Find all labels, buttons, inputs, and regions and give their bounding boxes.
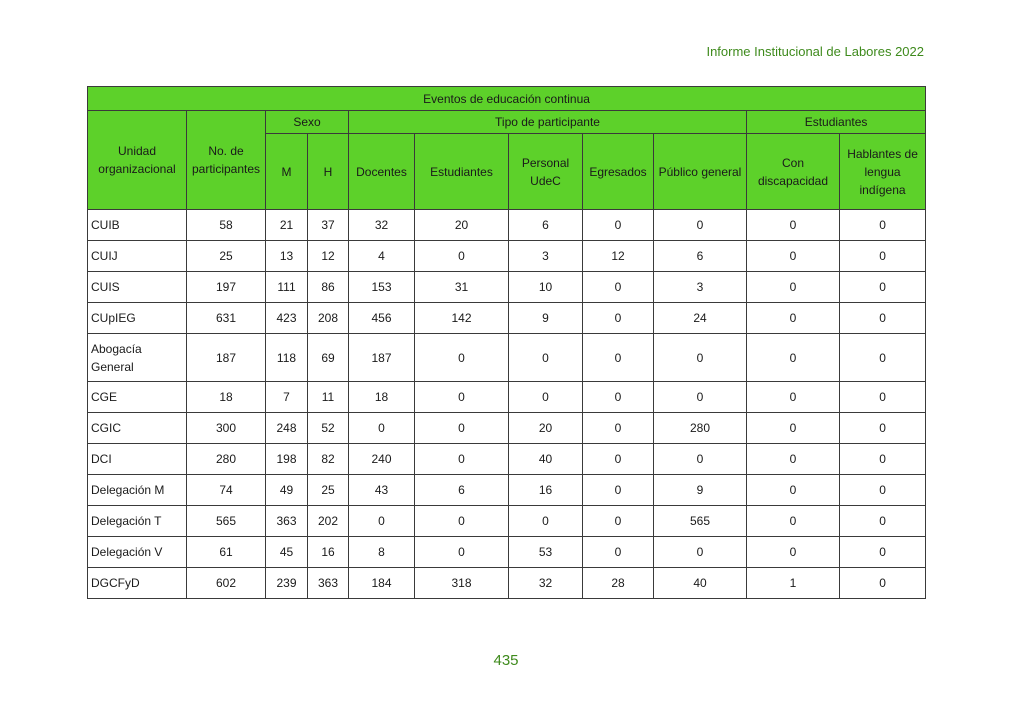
table-cell: 0	[840, 537, 926, 568]
table-cell: 0	[840, 272, 926, 303]
table-cell: 184	[349, 568, 415, 599]
table-cell: 248	[266, 413, 308, 444]
table-cell: 0	[583, 413, 654, 444]
table-cell: 202	[308, 506, 349, 537]
table-cell: 565	[187, 506, 266, 537]
table-cell: 0	[840, 303, 926, 334]
table-cell: 142	[415, 303, 509, 334]
table-cell: 0	[747, 241, 840, 272]
table-cell: 0	[583, 444, 654, 475]
table-cell: 43	[349, 475, 415, 506]
table-cell: 0	[840, 444, 926, 475]
table-cell: 74	[187, 475, 266, 506]
col-header-participantes: No. de participantes	[187, 111, 266, 210]
col-header-m: M	[266, 134, 308, 210]
table-cell: 6	[654, 241, 747, 272]
table-cell: 0	[747, 475, 840, 506]
table-cell: 0	[415, 537, 509, 568]
table-cell: 24	[654, 303, 747, 334]
table-cell: 20	[415, 210, 509, 241]
table-cell: 0	[415, 241, 509, 272]
table-row	[88, 241, 926, 272]
table-cell: 31	[415, 272, 509, 303]
table-cell-unit: CUIJ	[88, 241, 187, 272]
table-cell: 187	[187, 334, 266, 382]
table-cell: 0	[654, 444, 747, 475]
table-row	[88, 475, 926, 506]
table-cell: 363	[308, 568, 349, 599]
table-cell-unit: Delegación V	[88, 537, 187, 568]
table-cell: 0	[654, 382, 747, 413]
table-cell: 32	[509, 568, 583, 599]
table-cell: 0	[509, 506, 583, 537]
table-cell: 13	[266, 241, 308, 272]
table-cell: 6	[415, 475, 509, 506]
table-cell: 16	[308, 537, 349, 568]
table-cell: 25	[187, 241, 266, 272]
table-cell: 0	[415, 334, 509, 382]
table-cell: 9	[654, 475, 747, 506]
table-cell: 631	[187, 303, 266, 334]
table-cell-unit: CUIB	[88, 210, 187, 241]
table-cell: 3	[654, 272, 747, 303]
table-cell: 0	[840, 210, 926, 241]
table-row	[88, 303, 926, 334]
table-cell: 18	[349, 382, 415, 413]
table-cell-unit: CUIS	[88, 272, 187, 303]
table-cell: 0	[583, 272, 654, 303]
table-cell: 0	[415, 382, 509, 413]
col-header-h: H	[308, 134, 349, 210]
col-header-unidad: Unidad organizacional	[88, 111, 187, 210]
table-cell: 0	[747, 210, 840, 241]
table-cell: 28	[583, 568, 654, 599]
table-cell: 0	[747, 444, 840, 475]
table-cell: 0	[840, 334, 926, 382]
table-caption: Eventos de educación continua	[88, 87, 926, 111]
report-header-title: Informe Institucional de Labores 2022	[706, 44, 924, 59]
table-cell: 12	[583, 241, 654, 272]
table-cell: 0	[583, 475, 654, 506]
table-cell: 32	[349, 210, 415, 241]
table-cell: 0	[840, 413, 926, 444]
table-cell: 0	[840, 568, 926, 599]
table-cell: 239	[266, 568, 308, 599]
table-cell: 565	[654, 506, 747, 537]
table-cell: 0	[583, 506, 654, 537]
table-cell: 16	[509, 475, 583, 506]
table-cell: 0	[349, 413, 415, 444]
table-cell: 0	[415, 413, 509, 444]
group-header-tipo: Tipo de participante	[349, 111, 747, 134]
table-cell: 12	[308, 241, 349, 272]
table-cell: 20	[509, 413, 583, 444]
table-cell-unit: Delegación M	[88, 475, 187, 506]
table-cell: 0	[654, 334, 747, 382]
table-cell: 37	[308, 210, 349, 241]
table-cell: 40	[509, 444, 583, 475]
table-cell: 4	[349, 241, 415, 272]
table-cell: 61	[187, 537, 266, 568]
table-cell: 6	[509, 210, 583, 241]
table-row	[88, 382, 926, 413]
table-cell: 0	[747, 537, 840, 568]
table-cell: 300	[187, 413, 266, 444]
table-cell: 423	[266, 303, 308, 334]
table-cell: 0	[583, 303, 654, 334]
page-number: 435	[493, 652, 519, 669]
table-cell-unit: CGIC	[88, 413, 187, 444]
table-cell: 0	[747, 413, 840, 444]
table-cell-unit: CUpIEG	[88, 303, 187, 334]
table-cell: 8	[349, 537, 415, 568]
table-row	[88, 413, 926, 444]
table-cell: 197	[187, 272, 266, 303]
table-cell: 0	[583, 210, 654, 241]
table-cell: 58	[187, 210, 266, 241]
table-cell: 25	[308, 475, 349, 506]
table-cell: 53	[509, 537, 583, 568]
table-row	[88, 568, 926, 599]
col-header-personal: Personal UdeC	[509, 134, 583, 210]
group-header-sexo: Sexo	[266, 111, 349, 134]
table-cell: 86	[308, 272, 349, 303]
table-cell: 240	[349, 444, 415, 475]
table-cell: 0	[747, 334, 840, 382]
col-header-docentes: Docentes	[349, 134, 415, 210]
table-cell: 0	[583, 334, 654, 382]
table-cell: 208	[308, 303, 349, 334]
col-header-estudiantes: Estudiantes	[415, 134, 509, 210]
table-cell-unit: DCI	[88, 444, 187, 475]
table-cell-unit: DGCFyD	[88, 568, 187, 599]
table-cell: 11	[308, 382, 349, 413]
table-cell: 0	[509, 382, 583, 413]
table-cell: 69	[308, 334, 349, 382]
table-cell: 602	[187, 568, 266, 599]
table-cell: 280	[654, 413, 747, 444]
table-cell: 0	[509, 334, 583, 382]
table-cell: 318	[415, 568, 509, 599]
table-cell: 0	[747, 303, 840, 334]
table-cell: 52	[308, 413, 349, 444]
table-cell: 40	[654, 568, 747, 599]
table-row	[88, 444, 926, 475]
col-header-con-discapacidad: Con discapacidad	[747, 134, 840, 210]
table-cell: 0	[654, 210, 747, 241]
col-header-egresados: Egresados	[583, 134, 654, 210]
table-cell: 10	[509, 272, 583, 303]
table-row	[88, 537, 926, 568]
group-header-estudiantes: Estudiantes	[747, 111, 926, 134]
table-cell: 7	[266, 382, 308, 413]
table-cell: 1	[747, 568, 840, 599]
table-cell: 198	[266, 444, 308, 475]
table-cell: 153	[349, 272, 415, 303]
table-cell-unit: Delegación T	[88, 506, 187, 537]
table-cell: 280	[187, 444, 266, 475]
table-cell: 0	[840, 506, 926, 537]
table-row	[88, 272, 926, 303]
table-row	[88, 210, 926, 241]
table-cell: 0	[747, 506, 840, 537]
col-header-publico: Público general	[654, 134, 747, 210]
table-cell: 0	[747, 272, 840, 303]
table-cell: 3	[509, 241, 583, 272]
table-cell: 0	[654, 537, 747, 568]
table-cell: 0	[349, 506, 415, 537]
table-cell: 456	[349, 303, 415, 334]
table-body	[88, 210, 926, 599]
table-cell: 0	[583, 382, 654, 413]
table-cell: 0	[840, 382, 926, 413]
table-row	[88, 334, 926, 382]
table-cell: 0	[583, 537, 654, 568]
table-cell: 118	[266, 334, 308, 382]
table-cell: 363	[266, 506, 308, 537]
table-cell: 0	[415, 506, 509, 537]
table-cell: 111	[266, 272, 308, 303]
table-cell: 0	[747, 382, 840, 413]
table-cell: 187	[349, 334, 415, 382]
table-cell: 49	[266, 475, 308, 506]
table-cell: 0	[415, 444, 509, 475]
table-cell: 0	[840, 241, 926, 272]
continuing-education-table	[87, 86, 926, 599]
col-header-hablantes: Hablantes de lengua indígena	[840, 134, 926, 210]
table-cell-unit: CGE	[88, 382, 187, 413]
table-cell: 18	[187, 382, 266, 413]
table-cell: 82	[308, 444, 349, 475]
table-row	[88, 506, 926, 537]
table-cell: 21	[266, 210, 308, 241]
table-cell: 45	[266, 537, 308, 568]
table-cell: 0	[840, 475, 926, 506]
table-cell: 9	[509, 303, 583, 334]
table-cell-unit: Abogacía General	[88, 334, 187, 382]
